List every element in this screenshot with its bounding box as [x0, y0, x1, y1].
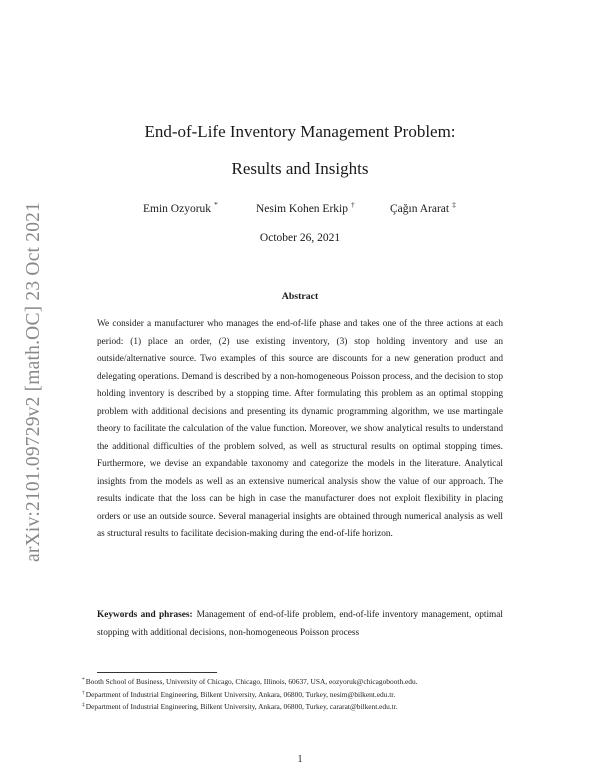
author-3-mark: ‡	[452, 200, 456, 209]
author-2-mark: †	[350, 200, 355, 209]
author-2-name: Nesim Kohen Erkip	[256, 203, 348, 215]
author-1	[143, 200, 218, 215]
keywords-label: Keywords and phrases:	[97, 610, 193, 620]
abstract-body: We consider a manufacturer who manages the end-of-life phase and takes one of the three actions at each period: (1) place an order, (2) use existing inventory, (3) stop holding inventory and use an outside/alternative source. Two examples of this source are discounts for a new generation product and delegating operations. Demand is described by a non-homogeneous Poisson process, and the decision to stop holding inventory is described by a stopping time. After formulating this problem as an optimal stopping problem with additional decisions and presenting its dynamic programming algorithm, we use martingale theory to facilitate the calculation of the value function. Moreover, we show analytical results to understand the additional difficulties of the problem solved, as well as structural results on optimal stopping times. Furthermore, we devise an expandable taxonomy and categorize the models in the literature. Analytical insights from the models as well as an extensive numerical analysis show the value of our approach. The results indicate that the loss can be high in case the manufacturer does not exploit flexibility in placing orders or use an outside source. Several managerial insights are obtained through numerical analysis as well as structural results to facilitate decision-making during the end-of-life horizon.	[97, 319, 503, 539]
footnote-1-text: Booth School of Business, University of Chicago, Chicago, Illinois, 60637, USA, eozyoruk@chicagobooth.edu.	[85, 677, 418, 686]
keywords	[97, 607, 503, 642]
footnote-3-text: Department of Industrial Engineering, Bilkent University, Ankara, 06800, Turkey, cararat@bilkent.edu.tr.	[85, 702, 398, 711]
arxiv-stamp: arXiv:2101.09729v2 [math.OC] 23 Oct 2021	[23, 201, 44, 563]
footnote-3-mark: ‡	[82, 702, 85, 708]
footnote-2-mark: †	[82, 689, 85, 696]
paper-date: October 26, 2021	[259, 232, 341, 244]
footnote-rule	[97, 672, 217, 673]
footnote-1-mark: *	[82, 677, 85, 683]
footnote-1	[82, 675, 522, 688]
author-3-name: Çağın Ararat	[390, 203, 450, 215]
author-3	[390, 200, 456, 215]
footnote-3	[82, 700, 522, 713]
page-number: 1	[297, 754, 303, 765]
author-2	[256, 200, 355, 215]
author-1-name: Emin Ozyoruk	[143, 203, 212, 215]
keywords-text: Management of end-of-life problem, end-of-life inventory management, optimal stopping with additional decisions, non-homogeneous Poisson process	[97, 610, 503, 638]
footnotes	[82, 675, 522, 713]
paper-title-line-1: End-of-Life Inventory Management Problem:	[144, 122, 456, 141]
paper-title-line-2: Results and Insights	[231, 159, 369, 178]
author-1-mark: *	[214, 200, 218, 209]
abstract-heading: Abstract	[281, 291, 319, 302]
footnote-2	[82, 688, 522, 701]
footnote-2-text: Department of Industrial Engineering, Bilkent University, Ankara, 06800, Turkey, nesim@bilkent.edu.tr.	[85, 689, 396, 699]
